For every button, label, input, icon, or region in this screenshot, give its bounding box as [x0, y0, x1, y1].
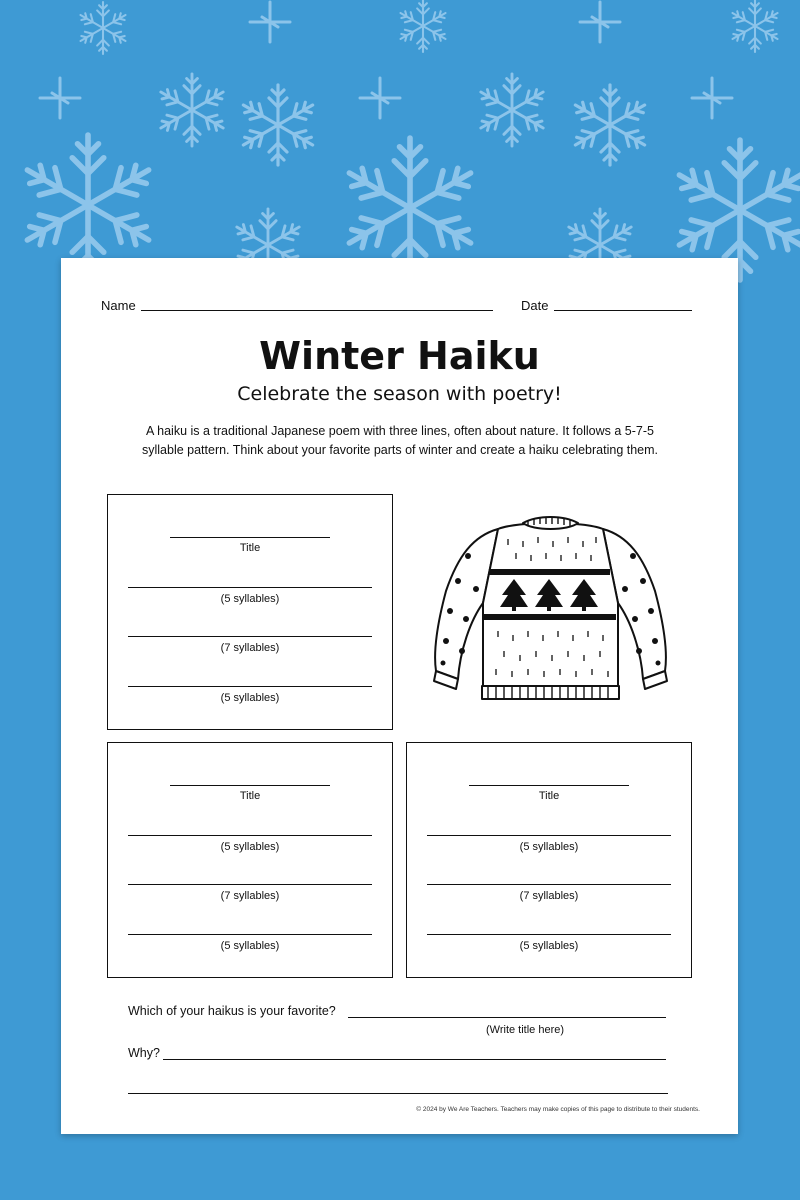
snowflake-icon — [40, 78, 80, 118]
syllable-hint: (5 syllables) — [519, 841, 579, 853]
favorite-question: Which of your haikus is your favorite? — [128, 1004, 336, 1018]
snowflake-icon — [580, 2, 620, 42]
snowflake-background — [0, 0, 800, 300]
syllable-hint: (7 syllables) — [220, 890, 280, 902]
snowflake-icon — [730, 0, 781, 52]
haiku-line-2-field[interactable] — [427, 884, 671, 885]
snowflake-icon — [157, 74, 227, 146]
favorite-hint: (Write title here) — [486, 1024, 565, 1036]
snowflake-icon — [250, 2, 290, 42]
haiku-title-field[interactable] — [170, 537, 330, 538]
syllable-hint: (7 syllables) — [519, 890, 579, 902]
haiku-title-field[interactable] — [469, 785, 629, 786]
page-subtitle: Celebrate the season with poetry! — [237, 383, 562, 405]
syllable-hint: (5 syllables) — [220, 593, 280, 605]
haiku-box — [107, 494, 393, 730]
name-field[interactable] — [141, 310, 493, 311]
haiku-line-1-field[interactable] — [128, 835, 372, 836]
title-label: Title — [239, 542, 261, 554]
title-label: Title — [239, 790, 261, 802]
syllable-hint: (5 syllables) — [220, 692, 280, 704]
snowflake-icon — [342, 138, 479, 278]
copyright-notice: © 2024 by We Are Teachers. Teachers may make copies of this page to distribute to their students. — [416, 1106, 700, 1113]
intro-paragraph: A haiku is a traditional Japanese poem with three lines, often about nature. It follows a 5-7-5 syllable pattern. Think about your favorite parts of winter and create a haiku celebrating them. — [141, 424, 659, 457]
haiku-line-1-field[interactable] — [427, 835, 671, 836]
snowflake-icon — [398, 0, 449, 52]
favorite-title-field[interactable] — [348, 1017, 666, 1018]
name-label: Name — [101, 298, 136, 313]
haiku-line-2-field[interactable] — [128, 636, 372, 637]
date-label: Date — [521, 298, 549, 313]
syllable-hint: (5 syllables) — [519, 940, 579, 952]
why-field[interactable] — [163, 1059, 666, 1060]
why-label: Why? — [128, 1046, 160, 1060]
snowflake-icon — [239, 85, 317, 165]
haiku-box — [107, 742, 393, 978]
snowflake-icon — [20, 135, 157, 275]
title-label: Title — [538, 790, 560, 802]
snowflake-icon — [692, 78, 732, 118]
haiku-line-3-field[interactable] — [128, 934, 372, 935]
syllable-hint: (5 syllables) — [220, 940, 280, 952]
why-field-continued[interactable] — [128, 1093, 668, 1094]
date-field[interactable] — [554, 310, 692, 311]
page-title: Winter Haiku — [259, 334, 540, 378]
haiku-line-2-field[interactable] — [128, 884, 372, 885]
christmas-sweater-icon — [428, 511, 673, 706]
snowflake-icon — [477, 74, 547, 146]
syllable-hint: (7 syllables) — [220, 642, 280, 654]
haiku-box — [406, 742, 692, 978]
snowflake-icon — [78, 2, 129, 54]
snowflake-icon — [571, 85, 649, 165]
haiku-line-1-field[interactable] — [128, 587, 372, 588]
haiku-line-3-field[interactable] — [128, 686, 372, 687]
worksheet-page — [61, 258, 738, 1134]
haiku-title-field[interactable] — [170, 785, 330, 786]
haiku-line-3-field[interactable] — [427, 934, 671, 935]
syllable-hint: (5 syllables) — [220, 841, 280, 853]
snowflake-icon — [360, 78, 400, 118]
